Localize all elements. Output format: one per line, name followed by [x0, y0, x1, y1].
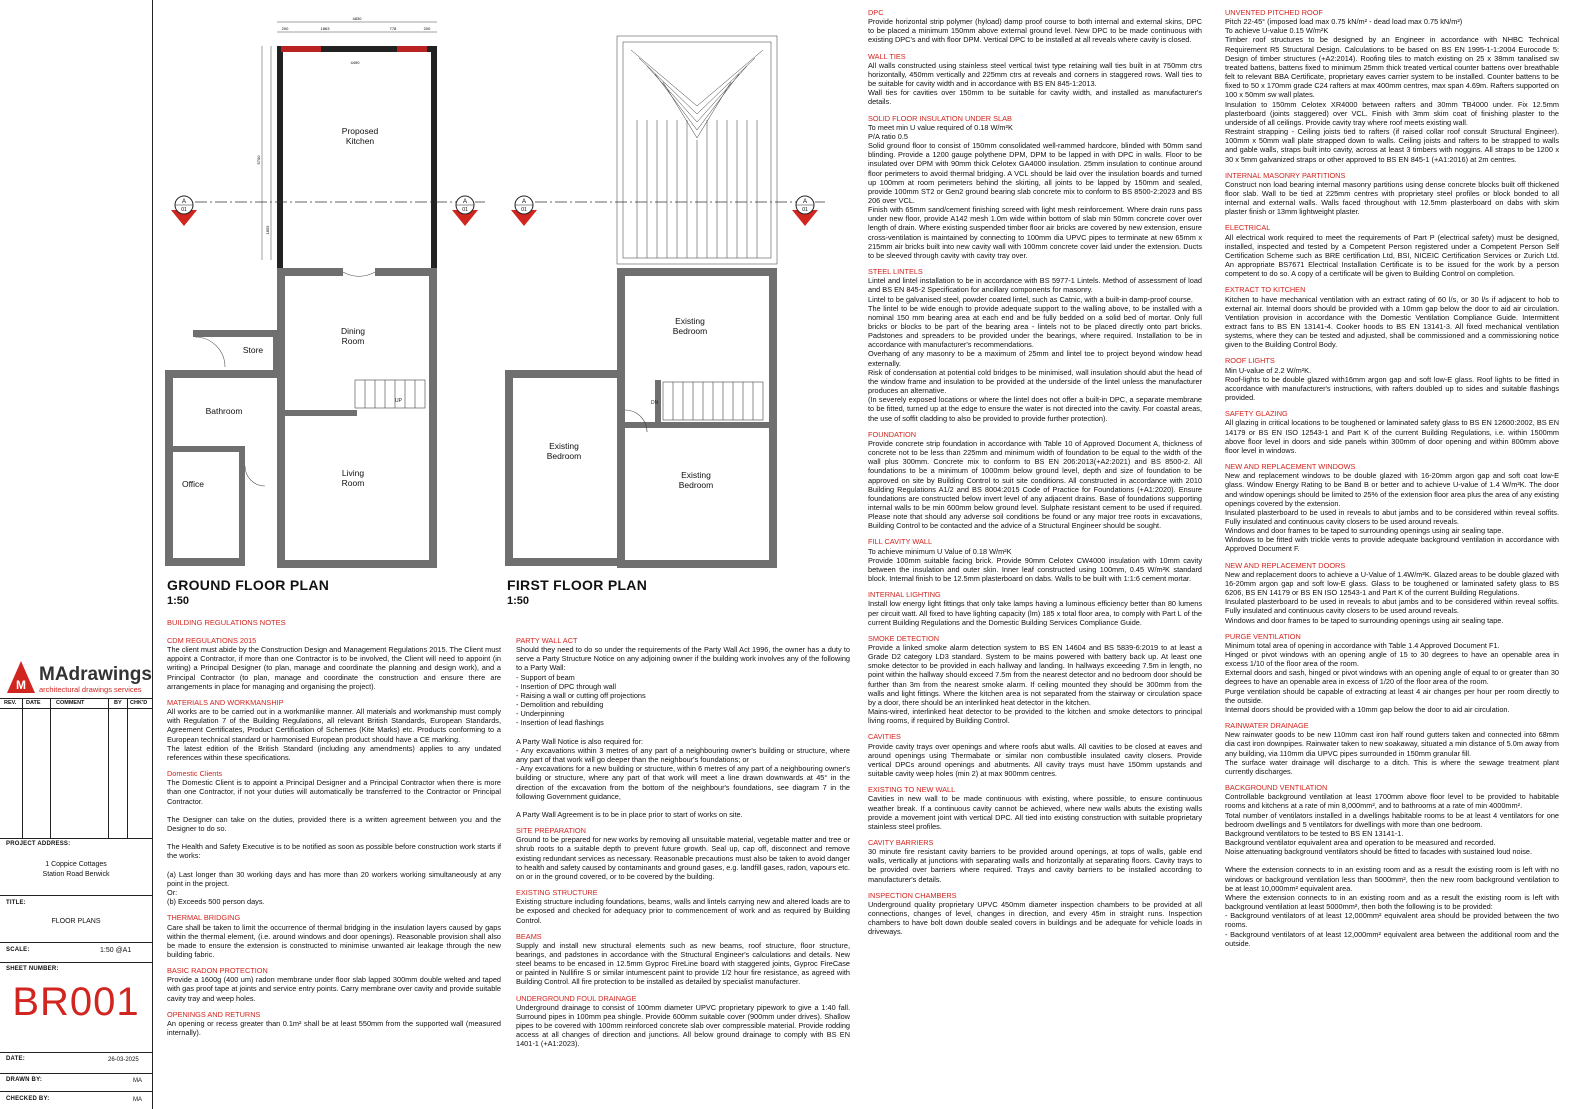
note-heading: FILL CAVITY WALL — [868, 537, 933, 547]
room-existing-bedroom-left: Existing Bedroom — [546, 441, 582, 461]
dimension-label: 4490 — [350, 60, 360, 65]
dimension-label: 4830 — [352, 16, 362, 21]
date-label: DATE: — [6, 1056, 25, 1062]
title-value: FLOOR PLANS — [51, 918, 101, 925]
date-header: DATE — [26, 700, 41, 706]
note-heading: ELECTRICAL — [1225, 223, 1271, 233]
note-text: The client must abide by the Construction Design and Management Regulations 2015. The Client must appoint a Contractor, if more than one Contractor is to be involved, the Client will need to appoint (in writing) a Principal Designer (to plan, manage and coordinate the planning and design work), and a Principal Contractor (to plan, manage and coordinate the construction and ensure there are arrangements in place for managing and organising the project). — [167, 645, 501, 691]
scale-label: SCALE: — [6, 947, 30, 953]
note-text: Provide a 1600g (400 um) radon membrane under floor slab lapped 300mm double welted and taped with gas proof tape at joints and service entry points. Carry membrane over cavity and provide suitable cavity tray and weep holes. — [167, 975, 501, 1003]
project-address-line2: Station Road Berwick — [42, 871, 110, 878]
room-existing-bedroom-right: Existing Bedroom — [678, 470, 714, 490]
note-heading: Domestic Clients — [167, 769, 223, 779]
note-text: Should they need to do so under the requirements of the Party Wall Act 1996, the owner has a duty to serve a Party Structure Notice on any adjoining owner if the building work involves any of the following to a Party Wall: - Support of beam - Insertion of DPC through wall - Raising a wall or cutting off projections - Demolition and rebuilding - Underpinning - Insertion of lead flashings A Party Wall Notice is also required for: - Any excavations within 3 metres of any part of a neighbouring owner's building or structure, where any part of that work will go deeper than the neighbour's foundations; or - Any excavations for a new building or structure, within 6 metres of any part of a neighbouring owner's building or structure, where any part of that work will meet a line drawn downwards at 45° in the direction of the excavation from the bottom of the neighbour's foundations, see diagram 7 in the following Government guidance, A Party Wall Agreement is to be in place prior to start of works on site. — [516, 645, 850, 819]
svg-text:A: A — [521, 199, 527, 205]
checked-by-label: CHECKED BY: — [6, 1096, 50, 1102]
note-text: Cavities in new wall to be made continuous with existing, where possible, to ensure continuous weather break. If a continuous cavity cannot be achieved, where new walls abuts the existing walls provide a movement joint with vertical DPC. All tied into existing construction with suitable proprietary stainless steel profiles. — [868, 794, 1202, 831]
note-text: All works are to be carried out in a workmanlike manner. All materials and workmanship must comply with Regulation 7 of the Building Regulations, all relevant British Standards, European Standards, Agreement Certificates, Product Certification of Schemes (Kite Marks) etc. Products conforming to a European technical standard or harmonised European product should have a CE marking. The latest edition of the British Standard (including any amendments) applies to any undated references within these specifications. — [167, 707, 501, 762]
notes-column-4 — [1225, 8, 1559, 948]
note-text: Provide horizontal strip polymer (hyload) damp proof course to both internal and external skins, DPC to be placed a minimum 150mm above external ground level. New DPC to be made continuous with existing DPC's and with floor DPM. Vertical DPC to be installed at all reveals where cavity is closed. — [868, 17, 1202, 45]
project-address-line1: 1 Coppice Cottages — [45, 861, 107, 868]
svg-text:01: 01 — [181, 207, 187, 213]
checked-by-value: MA — [133, 1097, 142, 1103]
note-text: Pitch 22-45° (imposed load max 0.75 kN/m² - dead load max 0.75 kN/m²) To achieve U-value 0.15 W/m²K Timber roof structures to be designed by an Engineer in accordance with NHBC Technical Requirement R5 Structural Design. Calculations to be based on BS EN 1995-1-1:2004 Eurocode 5: Design of timber structures (+A2:2014). Roofing tiles to match existing on 25 x 38mm tanalised sw treated battens, battens fixed to minimum 25mm thick treated vertical counter battens over breathable felt to relevant BBA Certificate, proprietary eaves carrier system to be installed. Counter battens to be fixed to 50 x 170mm grade C24 rafters at max 400mm centres, max span 4.69m. Rafters supported on 100 x 50mm sw wall plates. Insulation to 150mm Celotex XR4000 between rafters and 30mm TB4000 under. Fix 12.5mm plasterboard (joints staggered) over VCL. Finish with 3mm skim coat of finishing plaster to the underside of all ceilings. Provide cavity tray where roof meets existing wall. Restraint strapping - Ceiling joists tied to rafters (if raised collar roof consult Structural Engineer). 100mm x 50mm wall plate strapped down to walls. Ceiling joists and rafters to be strapped to walls and gable walls, straps built into cavity, across at least 3 timbers with noggins. All straps to be 1200 x 30 x 5mm galvanized straps or other approved to BS EN 845-1 (+A1:2016) at 2m centres. — [1225, 17, 1559, 164]
note-heading: OPENINGS AND RETURNS — [167, 1009, 261, 1019]
note-text: 30 minute fire resistant cavity barriers to be provided around openings, at tops of walls, gable end walls, vertically at junctions with separating walls and horizontally at separating floors. Cavity trays to be provided over barriers where required. Trays and cavity barriers to be installed according to manufacturer's details. — [868, 847, 1202, 884]
note-text: An opening or recess greater than 0.1m² shall be at least 550mm from the supported wall (measured internally). — [167, 1018, 501, 1038]
note-heading: RAINWATER DRAINAGE — [1225, 721, 1309, 731]
note-text: Provide cavity trays over openings and where roofs abut walls. All cavities to be closed at eaves and around openings using Thermabate or similar non combustible insulated cavity closers. Provide vertical DPCs around openings and abutments. All cavity trays must have 150mm upstands and suitable cavity weep holes (min 2) at max 900mm centres. — [868, 741, 1202, 779]
note-text: The Domestic Client is to appoint a Principal Designer and a Principal Contractor when there is more than one Contractor, if not your duties will automatically be transferred to the Contractor or Principal Contractor. The Designer can take on the duties, provided there is a written agreement between you and the Designer to do so. The Health and Safety Executive is to be notified as soon as possible before construction work starts if the works: (a) Last longer than 30 working days and has more than 20 workers working simultaneously at any point in the project. Or: (b) Exceeds 500 person days. — [167, 778, 501, 907]
svg-text:A: A — [181, 199, 187, 205]
dimension-label: 1863 — [320, 26, 330, 31]
company-name: MAdrawings — [39, 664, 152, 685]
svg-text:A: A — [462, 199, 468, 205]
note-text: All walls constructed using stainless steel vertical twist type retaining wall ties built in at 750mm ctrs horizontally, 450mm vertically and 225mm ctrs at reveals and corners in staggered rows. Wall ties to be suitable for cavity width and in accordance with BS EN 845-1:2013. Wall ties for cavities over 150mm to be suitable for cavity width, and installed as manufacturer's details. — [868, 60, 1202, 107]
drawn-by-label: DRAWN BY: — [6, 1077, 43, 1083]
note-text: To meet min U value required of 0.18 W/m²K P/A ratio 0.5 Solid ground floor to consist of 150mm consolidated well-rammed hardcore, blinded with 50mm sand blinding. Provide a 1200 gauge polythene DPM, DPM to be lapped in with DPC in walls. Floor to be insulated over DPM with 90mm thick Celotex GA4000 insulation. 25mm insulation to continue around floor perimeters to avoid thermal bridging. A VCL should be laid over the insulation boards and turned up 100mm at room perimeters behind the skirting, all joints to be lapped by 150mm and sealed, provide 100mm ST2 or Gen2 ground bearing slab concrete mix to conform to BS 8500-2:2023 and BS 206 over VCL. Finish with 65mm sand/cement finishing screed with light mesh reinforcement. Where drain runs pass under new floor, provide A142 mesh 1.0m wide within bottom of slab min 50mm concrete cover over length of drain. Where existing suspended timber floor air bricks are covered by new extension, ensure cross-ventilation is maintained by connecting to 100mm dia UPVC pipes to terminate at new 65mm x 215mm air bricks built into new cavity wall with 100mm concrete cover laid under the extension. Ducts to be sleeved through cavity with cavity tray over. — [868, 122, 1202, 260]
dimension-label: 200 — [423, 26, 431, 31]
note-text: Ground to be prepared for new works by removing all unsuitable material, vegetable matter and tree or shrub roots to a suitable depth to prevent future growth. Seal up, cap off, disconnect and remove existing redundant services as necessary. Reasonable precautions must also be taken to avoid danger to health and safety caused by contaminants and ground gases, e.g. landfill gases, radon, vapours etc. on or in the ground covered, or to be covered by the building. — [516, 835, 850, 881]
note-heading: THERMAL BRIDGING — [167, 913, 241, 923]
note-heading: SMOKE DETECTION — [868, 633, 939, 643]
svg-text:DN: DN — [651, 400, 659, 406]
room-living: Living Room — [341, 468, 365, 488]
date-value: 26-03-2025 — [108, 1057, 139, 1063]
logo-icon — [6, 660, 36, 694]
section-marker-right-first — [792, 196, 818, 226]
ground-floor-plan-title: GROUND FLOOR PLAN — [167, 577, 330, 593]
note-heading: BASIC RADON PROTECTION — [167, 966, 268, 976]
notes-column-1 — [167, 636, 501, 1037]
note-text: New and replacement doors to achieve a U-Value of 1.4W/m²K. Glazed areas to be double glazed with 16-20mm argon gap and soft low-E glass. Glass to be toughened or laminated safety glass to BS 6206, BS EN 14179 or BS EN ISO 12543-1 and Part K of the current Building Regulations. Insulated plasterboard to be used in reveals to abut jambs and to be considered within reveal soffits. Fully insulated and continuous cavity closers to be used around reveals. Windows and door frames to be taped to surrounding openings using air sealing tape. — [1225, 569, 1559, 625]
svg-text:M: M — [16, 678, 26, 692]
first-floor-plan-scale: 1:50 — [507, 595, 530, 607]
first-floor-plan-title: FIRST FLOOR PLAN — [507, 577, 648, 593]
note-heading: SOLID FLOOR INSULATION UNDER SLAB — [868, 113, 1012, 123]
svg-text:A: A — [802, 199, 808, 205]
note-text: Supply and install new structural elements such as new beams, roof structure, floor structure, bearings, and padstones in accordance with the Structural Engineer's calculations and details. New steel beams to be encased in 12.5mm Gyproc FireLine board with staggered joints, Gyproc FireCase or painted in Nullifire S or similar intumescent paint to provide 1/2 hour fire resistance, as agreed with Building Control. All fire protection to be installed as detailed by specialist manufacturer. — [516, 940, 850, 987]
note-text: Install low energy light fittings that only take lamps having a luminous efficiency better than 80 lumens per circuit watt. All fixed to have lighting capacity (lm) 185 x total floor area, to comply with Part L of the current Building Regulations and the Domestic Building Services Compliance Guide. — [868, 599, 1202, 627]
note-text: Controllable background ventilation at least 1700mm above floor level to be provided to habitable rooms and kitchens at a rate of min 8,000mm², and to bathrooms at a rate of min 4000mm². Total number of ventilators installed in a dwellings habitable rooms to be at least 4 ventilators for one bedroom dwellings and 5 ventilators for dwellings with more than one bedroom. Background ventilators to be tested to BS EN 13141-1. Background ventilator equivalent area and operation to be measured and recorded. Noise attenuating background ventilators should be fitted to facades with sustained loud noise. Where the extension connects to in an existing room and as a result the existing room is left with no windows or background ventilation less than 5000mm², then the new room background ventilation to be at least 10,000mm² equivalent area. Where the extension connects to in an existing room and as a result the existing room is left with background ventilation at least 5000mm², then both the following is to be provided: - Background ventilators of at least 12,000mm² equivalent area should be provided between the two rooms. - Background ventilators of at least 12,000mm² equivalent area between the additional room and the outside. — [1225, 792, 1559, 948]
note-text: Min U-value of 2.2 W/m²K. Roof-lights to be double glazed with16mm argon gap and soft low-E glass. Roof lights to be fitted in accordance with manufacturer's instructions, with rafters doubled up to sides and suitable flashings provided. — [1225, 365, 1559, 403]
room-dining: Dining Room — [340, 326, 366, 346]
scale-value: 1:50 @A1 — [100, 947, 132, 954]
notes-column-3 — [868, 8, 1202, 937]
note-heading: SAFETY GLAZING — [1225, 409, 1288, 419]
note-heading: NEW AND REPLACEMENT DOORS — [1225, 560, 1346, 570]
note-heading: INTERNAL LIGHTING — [868, 590, 941, 600]
note-text: Provide concrete strip foundation in accordance with Table 10 of Approved Document A, thickness of concrete not to be less than 225mm and minimum width of foundation to be equal to the width of the wall plus 300mm. Concrete mix to conform to BS EN 206:2013(+A2:2021) and BS 8500-2. All foundations to be a minimum of 1000mm below ground level, depth and size of foundation to be approved on site by Building Control to suit site conditions. All constructed in accordance with 2010 Building Regulations A1/2 and BS 8004:2015 Code of Practice for Foundations (+A1:2020). Ensure foundations are constructed below invert level of any adjacent drains. Base of foundations supporting internal walls to be min 600mm below ground level. Sulphate resistant cement to be used if required. Please note that should any adverse soil conditions be found or any major tree roots in excavations, Building Control to be contacted and the advice of a Structural Engineer should be sought. — [868, 438, 1202, 531]
notes-column-2 — [516, 636, 850, 1049]
note-text: Underground drainage to consist of 100mm diameter UPVC proprietary pipework to give a 1:40 fall. Surround pipes in 100mm pea shingle. Provide 600mm suitable cover (900mm under drives). Shallow pipes to be covered with 100mm reinforced concrete slab over compressible material. Provide rodding access at all changes of direction and junctions. All below ground drainage to comply with BS EN 1401-1 (+A1:2023). — [516, 1002, 850, 1049]
note-text: Kitchen to have mechanical ventilation with an extract rating of 60 l/s, or 30 l/s if adjacent to hob to external air. Internal doors should be provided with a 10mm gap below the door to aid air circulation. Ventilation provision in accordance with the Domestic Ventilation Compliance Guide. Intermittent extract fans to BS EN 13141-4. Cooker hoods to BS EN 13141-3. All fixed mechanical ventilation systems, where they can be tested and adjusted, shall be commissioned and a commissioning notice given to the Building Control Body. — [1225, 294, 1559, 350]
note-heading: ROOF LIGHTS — [1225, 356, 1275, 366]
note-heading: EXTRACT TO KITCHEN — [1225, 285, 1306, 295]
ground-floor-plan-scale: 1:50 — [167, 595, 190, 607]
room-store: Store — [242, 345, 264, 355]
note-text: Construct non load bearing internal masonry partitions using dense concrete blocks built off thickened floor slab. Wall to be tied at 225mm centres with proprietary steel profiles or block bonded to all internal and external walls. Walls faced throughout with 12.5mm plasterboard on dabs with skim plaster finish or 13mm lightweight plaster. — [1225, 179, 1559, 217]
note-heading: WALL TIES — [868, 51, 906, 61]
room-office: Office — [181, 479, 205, 489]
company-tagline: architectural drawings services — [39, 685, 142, 694]
note-heading: DPC — [868, 8, 884, 17]
section-marker-right — [452, 196, 478, 226]
note-heading: INSPECTION CHAMBERS — [868, 890, 957, 900]
section-marker-left — [171, 196, 197, 226]
note-heading: CAVITIES — [868, 732, 901, 742]
note-heading: PURGE VENTILATION — [1225, 631, 1301, 641]
note-text: New and replacement windows to be double glazed with 16-20mm argon gap and soft coat low-E glass. Window Energy Rating to be Band B or better and to achieve U-value of 1.4 W/m²K. The door and window openings should be limited to 25% of the extension floor area plus the area of any existing openings covered by the extension. Insulated plasterboard to be used in reveals to abut jambs and to be considered within reveal soffits. Fully insulated and continuous cavity closers to be used around reveals. Windows and door frames to be taped to surrounding openings using air sealing tape. Windows to be fitted with trickle vents to provide adequate background ventilation in accordance with Approved Document F. — [1225, 471, 1559, 554]
svg-text:UP: UP — [395, 398, 402, 404]
note-heading: EXISTING STRUCTURE — [516, 888, 598, 898]
note-heading: EXISTING TO NEW WALL — [868, 785, 956, 795]
svg-text:01: 01 — [462, 207, 468, 213]
note-heading: BACKGROUND VENTILATION — [1225, 783, 1328, 793]
note-heading: PARTY WALL ACT — [516, 636, 578, 645]
dimension-label: 778 — [389, 26, 397, 31]
note-text: Underground quality proprietary UPVC 450mm diameter inspection chambers to be provided at all connections, changes of level, changes in direction, and every 45m in straight runs. Inspection chambers to have bolt down double sealed covers in buildings and be adequate for vehicle loads in driveways. — [868, 899, 1202, 937]
note-heading: CDM REGULATIONS 2015 — [167, 636, 257, 645]
section-marker-left-first — [511, 196, 537, 226]
note-text: To achieve minimum U Value of 0.18 W/m²K Provide 100mm suitable facing brick. Provide 90mm Celotex CW4000 insulation with 10mm cavity between the insulation and outer skin. Inner leaf constructed using 100mm, 0.45 W/m²K standard block. Internal finish to be 12.5mm plasterboard on dabs. Walls to be built with 1:1:6 cement mortar. — [868, 546, 1202, 584]
by-header: BY — [114, 700, 122, 706]
note-heading: UNVENTED PITCHED ROOF — [1225, 8, 1323, 17]
svg-text:01: 01 — [802, 207, 808, 213]
note-heading: CAVITY BARRIERS — [868, 837, 934, 847]
note-text: Care shall be taken to limit the occurrence of thermal bridging in the insulation layers caused by gaps within the thermal element, (i.e. around windows and door openings). Reasonable provision shall also be made to ensure the extension is constructed to minimise unwanted air leakage through the new building fabric. — [167, 922, 501, 959]
note-text: Lintel and lintel installation to be in accordance with BS 5977-1 Lintels. Method of assessment of load and BS EN 845-2 Specification for ancillary components for masonry. Lintel to be galvanised steel, powder coated lintel, such as Catnic, with a built-in damp-proof course. The lintel to be wide enough to provide adequate support to the walling above, to be installed with a nominal 150 mm bearing area at each end and be fully bedded on a solid bed of mortar. Only full bricks or blocks to be part of the bearing area - lintels not to be placed directly onto part bricks. Padstones and spreaders to be provided under the bearings, where required. Installation to be in accordance with manufacturer's recommendations. Overhang of any masonry to be a maximum of 25mm and lintel toe to project beyond window head externally. Risk of condensation at potential cold bridges to be minimised, wall insulation should abut the head of the window frame and insulation to be provided at the underside of the lintel unless the manufacturer produces an alternative. (In severely exposed locations or where the lintel does not offer a built-in DPC, a separate membrane to be fitted, turned up at the edge to ensure the water is not directed into the cavity. For coastal areas, the use of soffit cladding to also be provided to provide further protection). — [868, 276, 1202, 423]
note-text: Existing structure including foundations, beams, walls and lintels carrying new and altered loads are to be exposed and checked for adequacy prior to commencement of work and as required by Building Control. — [516, 897, 850, 925]
title-block — [0, 0, 153, 1109]
sheet-number: BR001 — [12, 980, 140, 1024]
drawn-by-value: MA — [133, 1078, 142, 1084]
note-heading: STEEL LINTELS — [868, 267, 923, 277]
comment-header: COMMENT — [56, 700, 85, 706]
svg-text:01: 01 — [521, 207, 527, 213]
note-heading: UNDERGROUND FOUL DRAINAGE — [516, 993, 637, 1003]
room-existing-bedroom-top: Existing Bedroom — [672, 316, 708, 336]
chkd-header: CHK'D — [130, 700, 148, 706]
note-heading: INTERNAL MASONRY PARTITIONS — [1225, 170, 1346, 180]
note-heading: FOUNDATION — [868, 429, 917, 439]
note-text: All electrical work required to meet the requirements of Part P (electrical safety) must be designed, installed, inspected and tested by a Competent Person registered under a Competent Person Self Certification Scheme such as BRE certification Ltd, BSI, NICEIC Certification Services or Zurich Ltd. An appropriate BS7671 Electrical Installation Certificate is to be issued for the work by a person competent to do so. A copy of a certificate will be given to Building Control on completion. — [1225, 232, 1559, 279]
note-text: Provide a linked smoke alarm detection system to BS EN 14604 and BS 5839-6:2019 to at least a Grade D2 category LD3 standard. System to be mains powered with battery back up. At least one smoke detector to be provided in each hallway and landing. In hallways exceeding 7.5m in length, no point within the hallway should exceed 7.5m from the nearest detector and no bedroom door should be further than 3m from the nearest smoke alarm. If ceiling mounted they should be 300mm from the walls and light fittings. Where the kitchen area is not separated from the stairway or circulation space by a door, there should be an interlinked heat detector in the kitchen. Mains-wired, interlinked heat detector to be provided to the kitchen and smoke detectors to principal living rooms, if required by Building Control. — [868, 643, 1202, 726]
notes-heading: BUILDING REGULATIONS NOTES — [167, 618, 286, 627]
room-proposed-kitchen: Proposed Kitchen — [341, 126, 379, 146]
rev-header: REV. — [4, 700, 17, 706]
revision-table — [0, 698, 152, 838]
project-address-label: PROJECT ADDRESS: — [6, 841, 71, 847]
dimension-label: 200 — [281, 26, 289, 31]
dimension-label: 1855 — [265, 225, 270, 235]
note-heading: BEAMS — [516, 931, 542, 941]
dimension-label: 5700 — [256, 155, 261, 165]
title-label: TITLE: — [6, 900, 26, 906]
note-text: New rainwater goods to be new 110mm cast iron half round gutters taken and connected into 68mm dia cast iron downpipes. Rainwater taken to new soakaway, situated a min distance of 5.0m away from any building, via 110mm dia UPVC pipes surrounded in 150mm granular fill. The surface water drainage will discharge to a ditch. This is where the sewage treatment plant currently discharges. — [1225, 730, 1559, 776]
company-logo — [6, 660, 36, 694]
note-text: Minimum total area of opening in accordance with Table 1.4 Approved Document F1. Hinged or pivot windows with an opening angle of 15 to 30 degrees to have an openable area in excess 1/10 of the floor area of the room. External doors and sash, hinged or pivot windows with an opening angle of equal to or greater than 30 degrees to have an openable area in excess of 1/20 of the floor area of the room. Purge ventilation should be capable of extracting at least 4 air changes per hour per room directly to the outside. Internal doors should be provided with a 10mm gap below the door to aid air circulation. — [1225, 640, 1559, 714]
note-heading: NEW AND REPLACEMENT WINDOWS — [1225, 462, 1356, 472]
sheet-number-label: SHEET NUMBER: — [6, 966, 59, 972]
room-bathroom: Bathroom — [205, 406, 243, 416]
note-text: All glazing in critical locations to be toughened or laminated safety glass to BS EN 12600:2002, BS EN 14179 or BS EN ISO 12543-1 and Part K of the current Building Regulations, i.e. within 1500mm above floor level in doors and side panels within 300mm of door opening and within 800mm above floor level in windows. — [1225, 418, 1559, 455]
note-heading: MATERIALS AND WORKMANSHIP — [167, 697, 284, 707]
note-heading: SITE PREPARATION — [516, 826, 586, 836]
